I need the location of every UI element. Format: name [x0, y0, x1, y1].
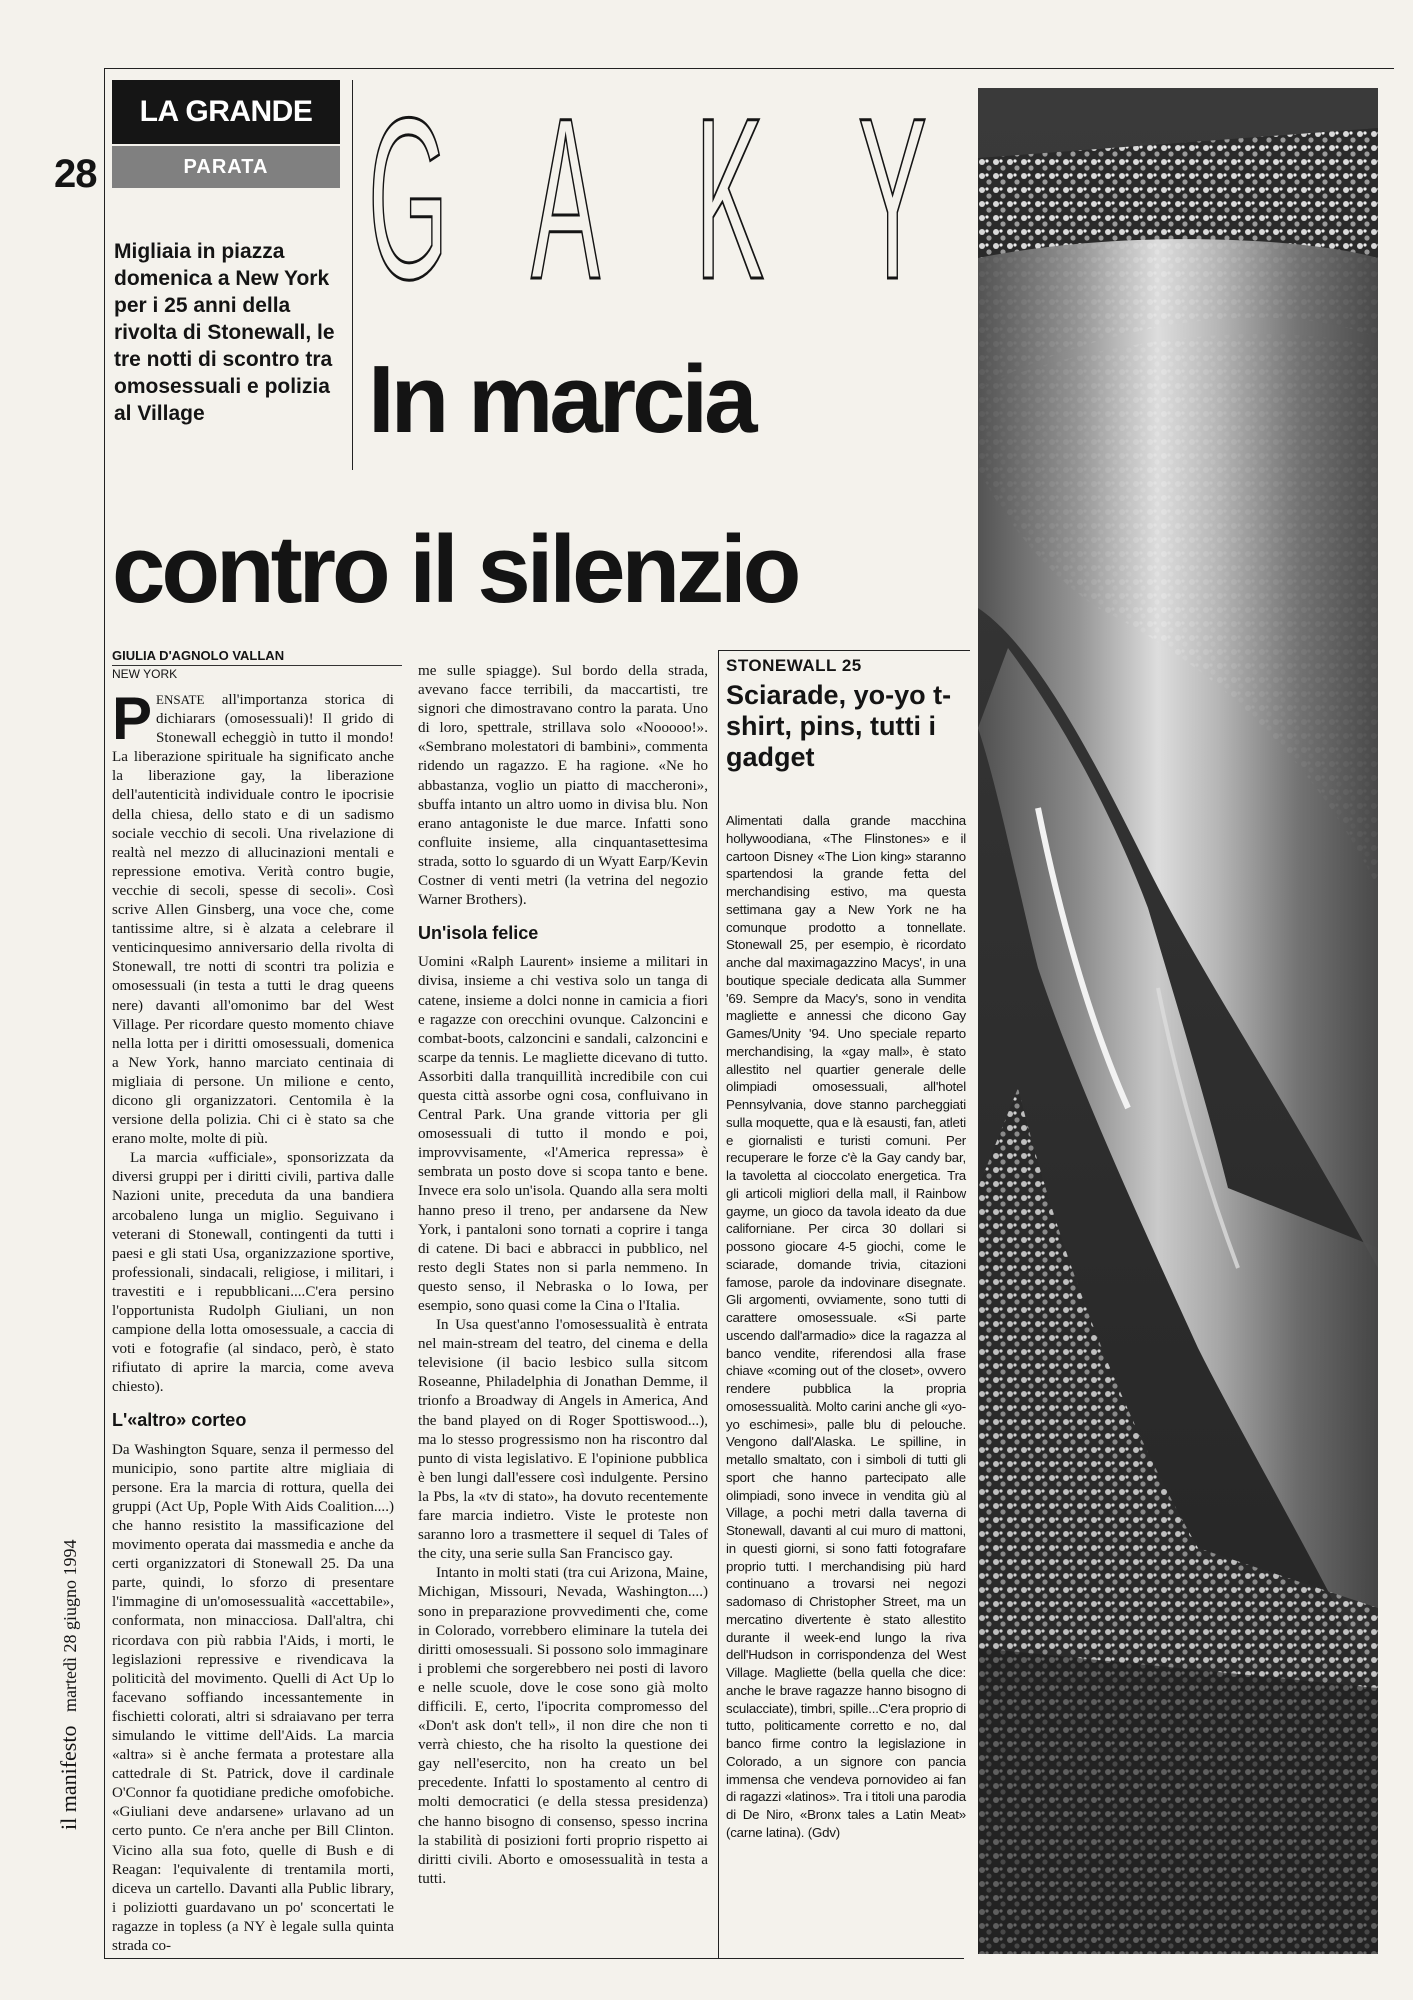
headline-line-1: In marcia [368, 346, 754, 453]
article-paragraph: me sulle spiagge). Sul bordo della strada, avevano facce terribili, da maccartisti, tre signori che dimostravano contro la parata. Uno di loro, spettrale, strillava solo «Nooooo!». «Sembrano molestatori di bambini», commenta ridendo un ragazzo. E ha ragione. «Ne ho abbastanza, voglio un piatto di maccheroni», sbuffa intanto un altro uomo in divisa blu. Non erano antagoniste le due marce. Infatti sono confluite insieme, alla cinquantasettesima strada, sotto lo sguardo di un Wyatt Earp/Kevin Costner di venti metri (la vetrina del negozio Warner Brothers). [418, 663, 708, 909]
deck-divider [352, 80, 353, 470]
logo-letter: Y [857, 70, 928, 327]
page-number: 28 [54, 152, 97, 196]
article-paragraph: In Usa quest'anno l'omosessualità è entrata nel main-stream del teatro, del cinema e della televisione (il bacio lesbico sulla sitcom Roseanne, Philadelphia di Jonathan Demme, il trionfo a Broadway di Angels in America, And the band played on di Roger Spottiswood...), ma lo stesso progressismo non ha riscontro dal punto di vista legislativo. E l'opinione pubblica è ben lungi dall'essere così indulgente. Persino la Pbs, la «tv di stato», ha dovuto recentemente fare marcia indietro. Viste le proteste non saranno loro a trasmettere il sequel di Tales of the city, una serie sulla San Francisco gay. [418, 1317, 708, 1563]
sidebar-text: Alimentati dalla grande macchina hollywoodiana, «The Flinstones» e il cartoon Disney «The Lion king» staranno spartendosi la grande fetta del merchandising estivo, ma questa settimana gay a New York ne ha comunque prodotto a tonnellate. Stonewall 25, per esempio, è ricordato anche dal maximagazzino Macys', in una boutique speciale dedicata alla Summer '69. Sempre da Macy's, sono in vendita magliette e annessi che dicono Gay Games/Unity '94. Uno speciale reparto merchandising, la «gay mall», è stato allestito nel quartier generale delle olimpiadi omosessuali, all'hotel Pennsylvania, dove stanno parcheggiati sulla moquette, qua e là esausti, fan, atleti e giornalisti e turisti comuni. Per recuperare le forze c'è la Gay candy bar, la tavoletta al cioccolato energetica. Tra gli articoli migliori della mall, il Rainbow gayme, un gioco da tavola ideato da due californiane. Per circa 30 dollari si possono giocare 4-5 giochi, come le sciarade, domande trivia, citazioni famose, parole da indovinare disegnate. Gli argomenti, ovviamente, sono tutti di carattere omosessuale. «Si parte uscendo dall'armadio» dice la ragazza al banco vendite, riferendosi alla frase chiave «coming out of the closet», ovvero rendere pubblica la propria omosessualità. Molto carini anche gli «yo-yo eschimesi», palle blu di pelouche. Vengono dall'Alaska. Le spilline, in metallo smaltato, con i simboli di tutti gli sport che hanno partecipato alle olimpiadi, sono invece in vendita giù al Village, a pochi metri dalla taverna di Stonewall, davanti al cui muro di mattoni, in questi giorni, si sono fatti fotografare proprio tutti. I merchandising più hard continuano a trovarsi nei negozi sadomaso di Christopher Street, ma un mercatino divertente è stato allestito durante il week-end lungo la riva dell'Hudson in corrispondenza del West Village. Magliette (bella quella che dice: anche le brave ragazze hanno bisogno di sculacciate), timbri, spille...C'era proprio di tutto, politicamente corretto e no, dal banco firme contro la legislazione in Colorado, a un signore con pancia immensa che vendeva pornovideo ai fan di ragazzi «latinos». Tra i titoli una parodia di De Niro, «Bronx tales a Latin Meat» (carne latina). (Gdv) [726, 813, 966, 1840]
logo-letter: A [531, 70, 601, 327]
masthead [56, 1539, 82, 1830]
left-rule [104, 68, 105, 1958]
parade-photo [978, 88, 1378, 1954]
top-rule [104, 68, 1394, 69]
headline-line-2: contro il silenzio [112, 516, 798, 623]
bottom-rule [104, 1958, 964, 1959]
article-paragraph: Intanto in molti stati (tra cui Arizona, Maine, Michigan, Missouri, Nevada, Washington....) sono in preparazione provvedimenti che, come in Colorado, vorrebbero eliminare la tutela dei diritti omosessuali. Si possono solo immaginare i problemi che sorgerebbero nei posti di lavoro e nelle scuole, dove le cose sono già molto difficili. E, certo, l'ipocrita compromesso del «Don't ask don't tell», il non dire che non ti verrà chiesto, che ha risolto la questione dei gay nell'esercito, non ha creato un bel precedente. Infatti lo spostamento al centro di molti democratici (e della stessa presidenza) che hanno bisogno di consenso, spesso incrina la stabilità di posizioni forti proprio rispetto ai diritti civili. Aborto e omosessualità in testa a tutti. [418, 1565, 708, 1887]
sidebar-kicker: STONEWALL 25 [726, 656, 862, 675]
article-paragraph: Da Washington Square, senza il permesso del municipio, sono partite altre migliaia di persone. Era la marcia di rottura, quella dei gruppi (Act Up, Pople With Aids Coalition....) che hanno resistito la massificazione del movimento operata dai massmedia e anche da certi organizzatori di Stonewall 25. Da una parte, quindi, lo sforzo di presentare l'immagine di un'omosessualità «accettabile», conformata, non minacciosa. Dall'altra, chi ricordava con più rabbia l'Aids, i morti, le legislazioni repressive e rivendicava la politicità del movimento. Quelli di Act Up lo facevano soffiando incessantemente in fischietti colorati, altri si sdraiavano per terra simulando le vittime dell'Aids. La marcia «altra» si è anche fermata a protestare alla cattedrale di St. Patrick, dove il cardinale O'Connor fa quotidiane prediche omofobiche. «Giuliani deve andarsene» urlavano ad un certo punto. Ce n'era anche per Bill Clinton. Vicino alla sua foto, quelle di Bush e di Reagan: l'equivalente di trentamila morti, diceva un cartello. Davanti alla Public library, i poliziotti guardavano un po' sconcertati le ragazze in topless (a NY è legale sulla quinta strada co- [112, 1441, 394, 1954]
issue-date: martedì 28 giugno 1994 [60, 1539, 80, 1713]
sidebar-box-top-rule [718, 650, 970, 651]
sidebar-box-rule [718, 650, 719, 1958]
article-paragraph [112, 685, 394, 1149]
article-column-2 [418, 662, 708, 1889]
newspaper-name: il manifesto [56, 1725, 81, 1830]
rainbow-flag-crowd-image [978, 88, 1378, 1954]
sidebar-title: Sciarade, yo-yo t-shirt, pins, tutti i gadget [726, 680, 952, 772]
gaky-logo [368, 70, 958, 344]
article-paragraph: La marcia «ufficiale», sponsorizzata da diversi gruppi per i diritti civili, partiva dalle Nazioni unite, preceduta da una bandiera arcobaleno lunga un miglio. Seguivano i veterani di Stonewall, contingenti da tutti i paesi e gli stati Usa, organizzazione sportive, professionali, sindacali, religiose, i militari, i travestiti e i repubblicani....C'era persino l'opportunista Rudolph Giuliani, un non campione della lotta omosessuale, a caccia di voti e fotografie (al sindaco, però, è stato rifiutato di aprire la marcia, come aveva chiesto). [112, 1150, 394, 1396]
deck-text: Migliaia in piazza domenica a New York per i 25 anni della rivolta di Stonewall, le tre notti di scontro tra omosessuali e polizia al Village [114, 240, 335, 425]
article-paragraph: Uomini «Ralph Laurent» insieme a militari in divisa, insieme a chi vestiva solo un tanga di catene, insieme a dolci nonne in camicia a fiori e ragazze con orecchini ovunque. Calzoncini e combat-boots, calzoncini e sandali, calzoncini e scarpe da tennis. Le magliette dicevano di tutto. Assorbiti dalla tranquillità incredibile con cui questa città assorbe ogni cosa, confluivano in Central Park. Una grande vittoria per gli omosessuali di tutto il mondo e poi, improvvisamente, «l'America repressa» è sembrata un posto dove si scopa tanto e bene. Invece era solo un'isola. Quando alla sera molti hanno preso il treno, per andarsene da New York, i pantaloni sono tornati a coprire i tanga di catene. Di baci e abbracci in pubblico, nel resto degli States non si parla nemmeno. In questo senso, il Nebraska o lo Iowa, per esempio, sono quasi come la Cina o l'Italia. [418, 954, 708, 1314]
subheading: Un'isola felice [418, 923, 539, 944]
drop-cap: P [112, 685, 153, 752]
byline-author: GIULIA D'AGNOLO VALLAN [112, 648, 402, 666]
section-subkicker: PARATA [112, 146, 340, 188]
subheading: L'«altro» corteo [112, 1410, 247, 1431]
lead-smallcaps: ENSATE [156, 692, 205, 707]
section-kicker: LA GRANDE [112, 80, 340, 144]
logo-letter: G [368, 70, 449, 327]
article-column-1 [112, 685, 394, 1956]
lead-text: all'importanza storica di dichiarars (omosessuali)! Il grido di Stonewall echeggiò in tutto il mondo! La liberazione spirituale ha significato anche la liberazione gay, la liberazione dell'autenticità individuale contro le ipocrisie della chiesa, dello stato e di un sadismo sociale vecchio di secoli. Una rivelazione di realtà nel mezzo di allucinazioni mentali e repressione emotiva. Verità contro bugie, vecchie di secoli, spesse di secoli». Così scrive Allen Ginsberg, una voce che, come tantissime altre, si è alzata a celebrare il venticinquesimo anniversario della rivolta di Stonewall, tre notti di scontri tra polizia e omosessuali (in testa a tutti le drag queens nere) davanti all'omonimo bar del West Village. Per ricordare questo momento chiave nella lotta per i diritti omosessuali, domenica a New York, hanno marciato centinaia di migliaia di persone. Un milione e cento, dicono gli organizzatori. Centomila è la versione della polizia. Chi ci è stato sa che erano molte, molte di più. [112, 692, 394, 1148]
logo-letter: K [694, 70, 764, 327]
byline-place: NEW YORK [112, 667, 178, 681]
